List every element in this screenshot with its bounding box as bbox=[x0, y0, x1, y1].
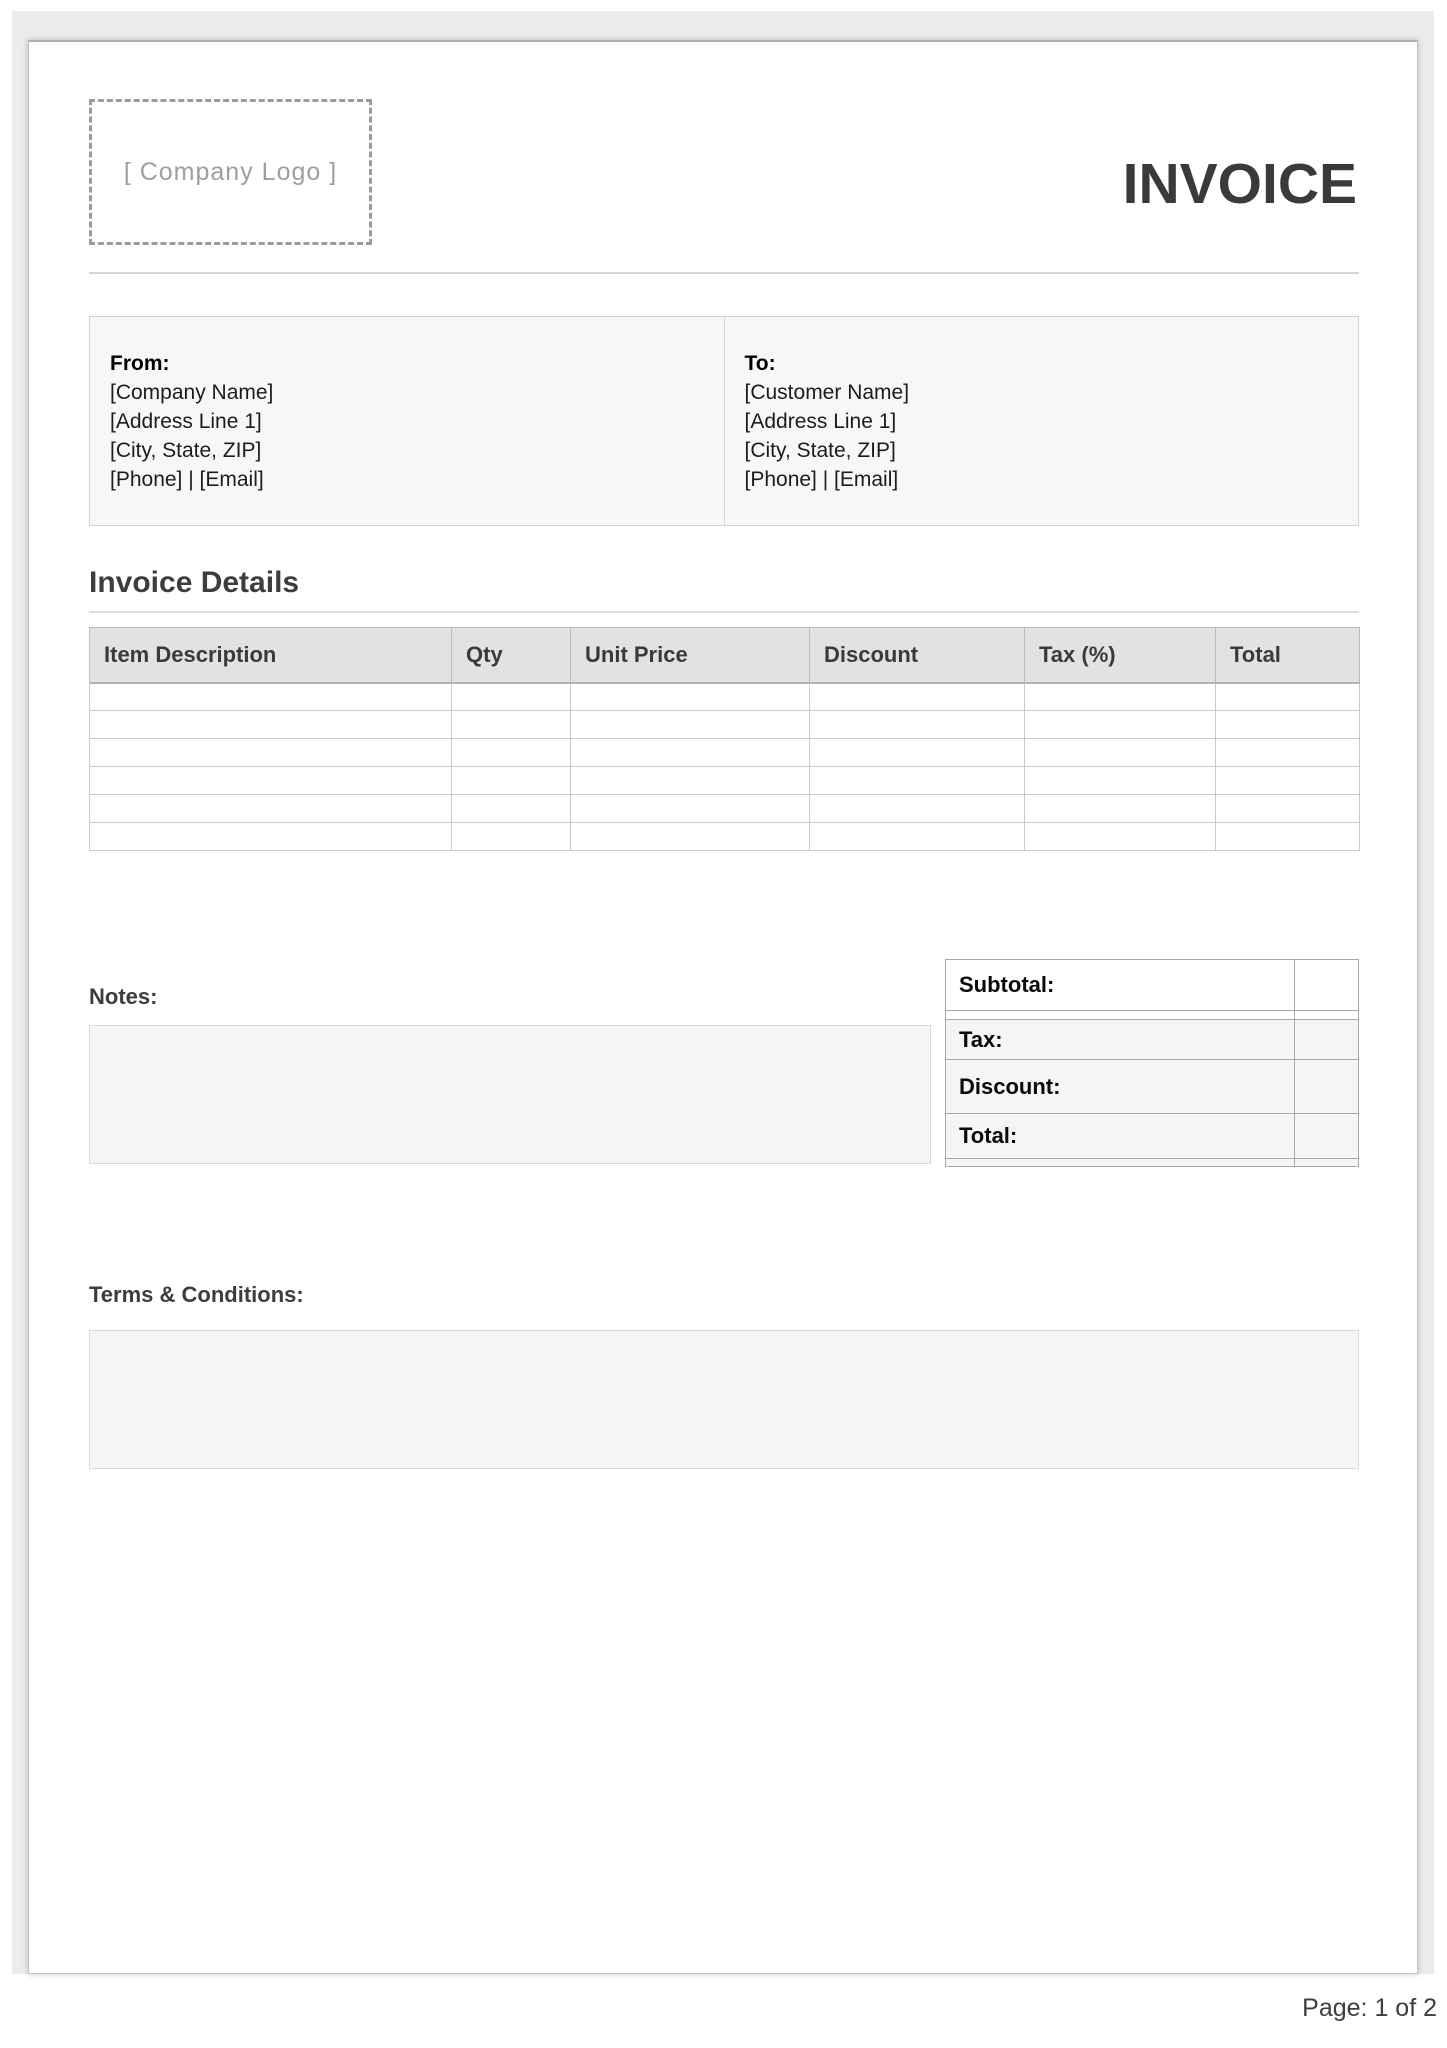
page-indicator: Page: 1 of 2 bbox=[1302, 1994, 1437, 2022]
discount-value bbox=[1294, 1060, 1358, 1113]
total-value bbox=[1294, 1114, 1358, 1158]
tax-value bbox=[1294, 1020, 1358, 1059]
column-qty: Qty bbox=[452, 628, 571, 683]
document-frame bbox=[12, 11, 1434, 1974]
from-section bbox=[90, 317, 724, 525]
column-tax: Tax (%) bbox=[1025, 628, 1216, 683]
to-city-state-zip: [City, State, ZIP] bbox=[744, 439, 896, 462]
invoice-title: INVOICE bbox=[1122, 152, 1357, 216]
header-divider bbox=[89, 272, 1359, 274]
totals-table bbox=[945, 959, 1359, 1167]
total-label: Total: bbox=[959, 1123, 1018, 1148]
line-items-table bbox=[89, 627, 1360, 851]
line-item-row bbox=[90, 711, 1360, 739]
column-unit-price: Unit Price bbox=[571, 628, 810, 683]
line-items-header-row bbox=[90, 628, 1360, 683]
column-discount: Discount bbox=[810, 628, 1025, 683]
from-to-panel bbox=[89, 316, 1359, 526]
to-label: To: bbox=[744, 352, 776, 375]
tax-label: Tax: bbox=[959, 1026, 1003, 1052]
subtotal-value bbox=[1294, 960, 1358, 1010]
terms-and-conditions-box bbox=[89, 1330, 1359, 1469]
line-item-row bbox=[90, 683, 1360, 711]
to-phone-email: [Phone] | [Email] bbox=[744, 468, 899, 491]
column-item-description: Item Description bbox=[90, 628, 452, 683]
totals-spacer bbox=[946, 1158, 1358, 1166]
company-logo-placeholder-box bbox=[89, 99, 372, 245]
total-row bbox=[946, 1113, 1358, 1158]
subtotal-label: Subtotal: bbox=[959, 972, 1055, 997]
invoice-details-underline bbox=[89, 611, 1359, 613]
line-item-row bbox=[90, 823, 1360, 851]
from-label: From: bbox=[110, 352, 170, 375]
from-city-state-zip: [City, State, ZIP] bbox=[110, 439, 262, 462]
from-address-line: [Address Line 1] bbox=[110, 410, 262, 433]
totals-spacer bbox=[946, 1010, 1358, 1019]
invoice-details-heading: Invoice Details bbox=[89, 566, 300, 599]
invoice-page bbox=[28, 40, 1418, 1974]
tax-row bbox=[946, 1019, 1358, 1059]
notes-label: Notes: bbox=[89, 984, 158, 1009]
subtotal-row bbox=[946, 960, 1358, 1010]
discount-row bbox=[946, 1059, 1358, 1113]
from-phone-email: [Phone] | [Email] bbox=[110, 468, 264, 491]
from-company-name: [Company Name] bbox=[110, 381, 274, 404]
to-customer-name: [Customer Name] bbox=[744, 381, 910, 404]
line-item-row bbox=[90, 767, 1360, 795]
company-logo-placeholder-text: [ Company Logo ] bbox=[123, 157, 338, 186]
terms-and-conditions-label: Terms & Conditions: bbox=[89, 1282, 304, 1307]
to-address-line: [Address Line 1] bbox=[744, 410, 897, 433]
line-item-row bbox=[90, 795, 1360, 823]
discount-label: Discount: bbox=[959, 1073, 1061, 1099]
column-total: Total bbox=[1216, 628, 1360, 683]
to-section bbox=[724, 317, 1359, 525]
line-item-row bbox=[90, 739, 1360, 767]
notes-box bbox=[89, 1025, 931, 1164]
